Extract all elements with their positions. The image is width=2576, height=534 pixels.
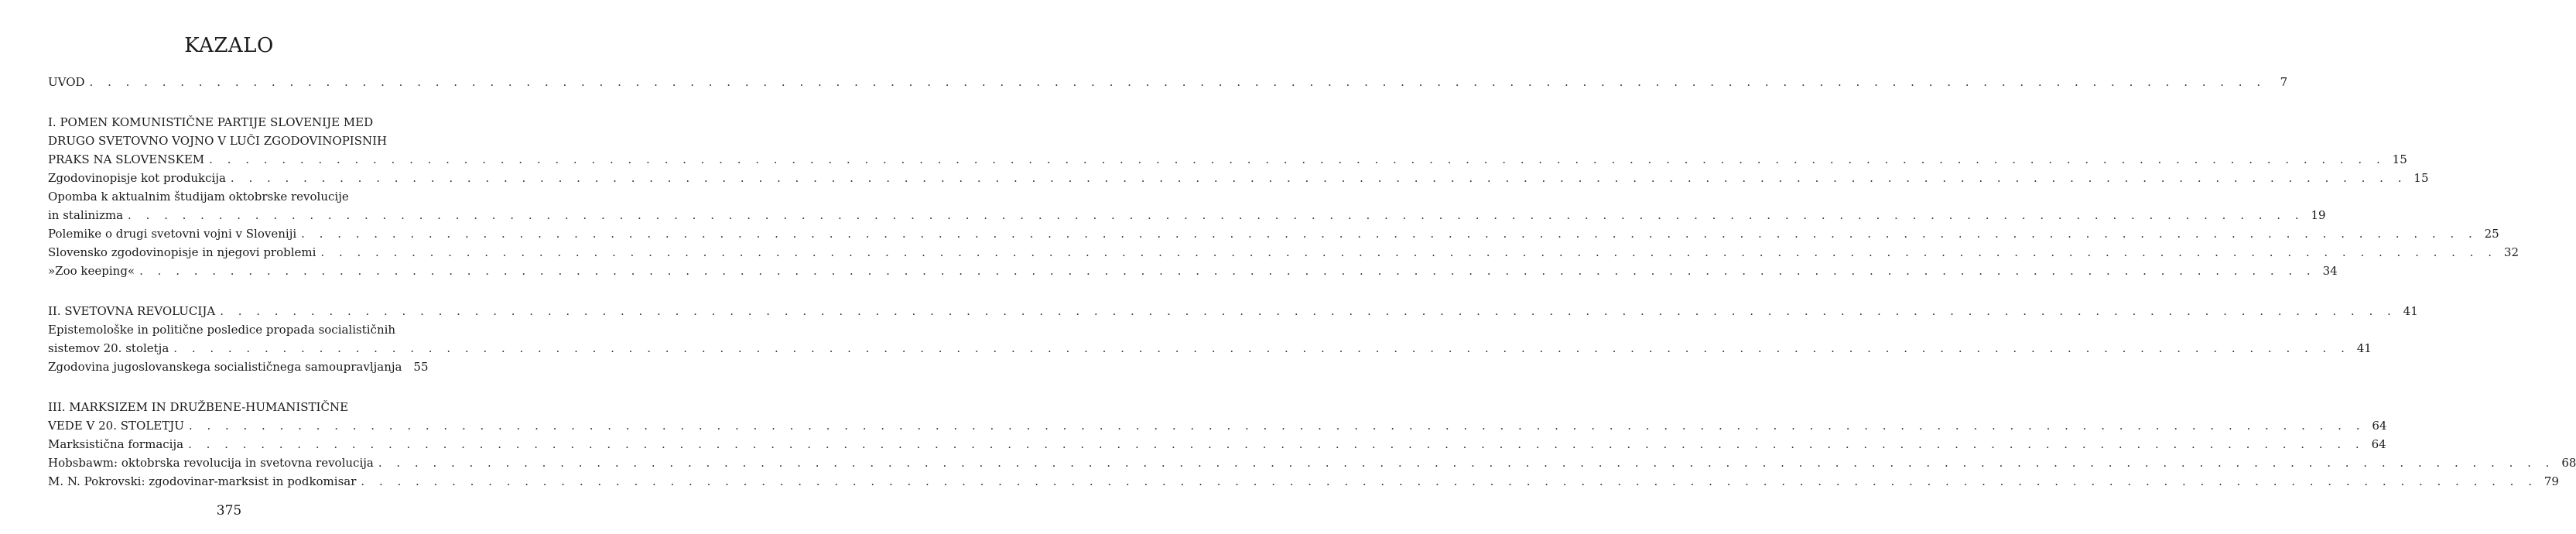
toc-entry[interactable] [48,398,2387,435]
toc-entry-row [48,169,2429,187]
toc-entry-row [48,262,2338,280]
dot-leader: . . . . . . . . . . . . . . . . . . . . . . . . . . . . . . . . . . . . . . . . . . . . . . . . . . . . . . . . . . . . . . . . . . . . . . . . . . . . . . . . . . . . . . . . . . . . . . . . . . . . . . . . . . . . . . . . . . . . . . . . [128,208,2304,222]
toc-entry-title-line: Marksistična formacija [48,437,184,451]
dot-leader: . . . . . . . . . . . . . . . . . . . . . . . . . . . . . . . . . . . . . . . . . . . . . . . . . . . . . . . . . . . . . . . . . . . . . . . . . . . . . . . . . . . . . . . . . . . . . . . . . . . . . . . . . . . . . . . . . . . . . . . . [230,171,2407,185]
dot-leader: . . . . . . . . . . . . . . . . . . . . . . . . . . . . . . . . . . . . . . . . . . . . . . . . . . . . . . . . . . . . . . . . . . . . . . . . . . . . . . . . . . . . . . . . . . . . . . . . . . . . . . . . . . . . . . . . . . . . . . . . [320,245,2497,259]
toc-section [48,73,2288,91]
toc-entry-row [48,302,2418,320]
toc-entry-title-line: I. POMEN KOMUNISTIČNE PARTIJE SLOVENIJE MED [48,115,374,129]
toc-entry[interactable] [48,472,2559,491]
toc-page-number: 64 [2371,437,2386,451]
toc-page-number: 68 [2561,456,2576,470]
toc-entry-title-line: II. SVETOVNA REVOLUCIJA [48,304,216,318]
section-spacer [48,376,422,398]
toc-page-number: 15 [2414,171,2429,185]
toc-entry-title-line: sistemov 20. stoletja [48,341,169,355]
toc-entry[interactable] [48,262,2338,280]
toc-entry-title-line: PRAKS NA SLOVENSKEM [48,152,205,166]
toc-entry-title-line: in stalinizma [48,208,124,222]
toc-page-number: 41 [2403,304,2418,318]
dot-leader: . . . . . . . . . . . . . . . . . . . . . . . . . . . . . . . . . . . . . . . . . . . . . . . . . . . . . . . . . . . . . . . . . . . . . . . . . . . . . . . . . . . . . . . . . . . . . . . . . . . . . . . . . . . . . . . . . . . . . . . . [209,152,2386,166]
dot-leader: . . . . . . . . . . . . . . . . . . . . . . . . . . . . . . . . . . . . . . . . . . . . . . . . . . . . . . . . . . . . . . . . . . . . . . . . . . . . . . . . . . . . . . . . . . . . . . . . . . . . . . . . . . . . . . . . . . . . . . . . [139,264,2316,278]
toc-entry[interactable] [48,435,2386,454]
toc-entry[interactable] [48,358,429,376]
toc-entry-title-line: UVOD [48,75,85,89]
dot-leader: . . . . . . . . . . . . . . . . . . . . . . . . . . . . . . . . . . . . . . . . . . . . . . . . . . . . . . . . . . . . . . . . . . . . . . . . . . . . . . . . . . . . . . . . . . . . . . . . . . . . . . . . . . . . . . . . . . . . . . . . [173,341,2350,355]
toc-entry-title-line: Epistemološke in politične posledice propada socialističnih [48,323,396,337]
toc-page-number: 25 [2484,227,2499,241]
toc-entry[interactable] [48,224,2499,243]
toc-entry-title-line: Slovensko zgodovinopisje in njegovi problemi [48,245,316,259]
dot-leader: . . . . . . . . . . . . . . . . . . . . . . . . . . . . . . . . . . . . . . . . . . . . . . . . . . . . . . . . . . . . . . . . . . . . . . . . . . . . . . . . . . . . . . . . . . . . . . . . . . . . . . . . . . . . . . . . . . . . . . . . [89,75,2266,89]
toc-entry-title-line: VEDE V 20. STOLETJU [48,419,184,433]
dot-leader: . . . . . . . . . . . . . . . . . . . . . . . . . . . . . . . . . . . . . . . . . . . . . . . . . . . . . . . . . . . . . . . . . . . . . . . . . . . . . . . . . . . . . . . . . . . . . . . . . . . . . . . . . . . . . . . . . . . . . . . . [378,456,2555,470]
dot-leader: . . . . . . . . . . . . . . . . . . . . . . . . . . . . . . . . . . . . . . . . . . . . . . . . . . . . . . . . . . . . . . . . . . . . . . . . . . . . . . . . . . . . . . . . . . . . . . . . . . . . . . . . . . . . . . . . . . . . . . . . [361,474,2537,488]
toc-entry-title-line: Zgodovinopisje kot produkcija [48,171,226,185]
toc-entry[interactable] [48,320,2372,358]
page-title: KAZALO [184,34,274,57]
dot-leader: . . . . . . . . . . . . . . . . . . . . . . . . . . . . . . . . . . . . . . . . . . . . . . . . . . . . . . . . . . . . . . . . . . . . . . . . . . . . . . . . . . . . . . . . . . . . . . . . . . . . . . . . . . . . . . . . . . . . . . . . [188,419,2366,433]
toc-entry[interactable] [48,302,2418,320]
toc-page-number: 34 [2322,264,2338,278]
toc-entry-row [48,454,2576,472]
toc-entry[interactable] [48,243,2519,262]
toc-entry[interactable] [48,73,2288,91]
toc-page-number: 79 [2544,474,2559,488]
toc-entry-row [48,435,2386,454]
toc-entry-row [48,224,2499,243]
dot-leader: . . . . . . . . . . . . . . . . . . . . . . . . . . . . . . . . . . . . . . . . . . . . . . . . . . . . . . . . . . . . . . . . . . . . . . . . . . . . . . . . . . . . . . . . . . . . . . . . . . . . . . . . . . . . . . . . . . . . . . . . [220,304,2396,318]
toc-page-number: 64 [2372,419,2387,433]
toc-entry-row [48,358,429,376]
toc-page-number: 19 [2311,208,2326,222]
toc-entry-row [48,73,2288,91]
toc-entry[interactable] [48,454,2576,472]
toc-section [48,302,2418,376]
section-spacer [48,91,422,113]
toc-entry-title-line: Hobsbawm: oktobrska revolucija in svetovna revolucija [48,456,374,470]
toc-section [48,398,2576,491]
page-number-footer: 375 [216,503,242,519]
toc-entry-title-line: DRUGO SVETOVNO VOJNO V LUČI ZGODOVINOPISNIH [48,134,388,148]
toc-entry[interactable] [48,113,2407,169]
toc-entry-title-line: Opomba k aktualnim študijam oktobrske revolucije [48,190,349,204]
toc-entry-title-line: M. N. Pokrovski: zgodovinar-marksist in podkomisar [48,474,357,488]
section-spacer [48,280,422,302]
toc-entry[interactable] [48,187,2326,224]
toc-page-number: 32 [2503,245,2519,259]
toc-page-number: 41 [2356,341,2372,355]
toc-entry-row [48,150,2407,169]
toc-entry-title-line: Zgodovina jugoslovanskega socialističnega samoupravljanja [48,360,402,374]
toc-entry-row [48,472,2559,491]
table-of-contents [48,73,2576,491]
toc-page-number: 7 [2280,75,2288,89]
dot-leader: . . . . . . . . . . . . . . . . . . . . . . . . . . . . . . . . . . . . . . . . . . . . . . . . . . . . . . . . . . . . . . . . . . . . . . . . . . . . . . . . . . . . . . . . . . . . . . . . . . . . . . . . . . . . . . . . . . . . . . . . [301,227,2478,241]
toc-entry-row [48,416,2387,435]
toc-entry-title-line: Polemike o drugi svetovni vojni v Sloveniji [48,227,297,241]
toc-section [48,113,2519,280]
toc-entry-title-line: III. MARKSIZEM IN DRUŽBENE-HUMANISTIČNE [48,400,349,414]
toc-entry-row [48,339,2372,358]
toc-entry-row [48,206,2326,224]
toc-entry[interactable] [48,169,2429,187]
toc-page-number: 55 [413,360,429,374]
toc-page-number: 15 [2392,152,2407,166]
dot-leader: . . . . . . . . . . . . . . . . . . . . . . . . . . . . . . . . . . . . . . . . . . . . . . . . . . . . . . . . . . . . . . . . . . . . . . . . . . . . . . . . . . . . . . . . . . . . . . . . . . . . . . . . . . . . . . . . . . . . . . . . [188,437,2365,451]
toc-entry-title-line: »Zoo keeping« [48,264,135,278]
toc-entry-row [48,243,2519,262]
